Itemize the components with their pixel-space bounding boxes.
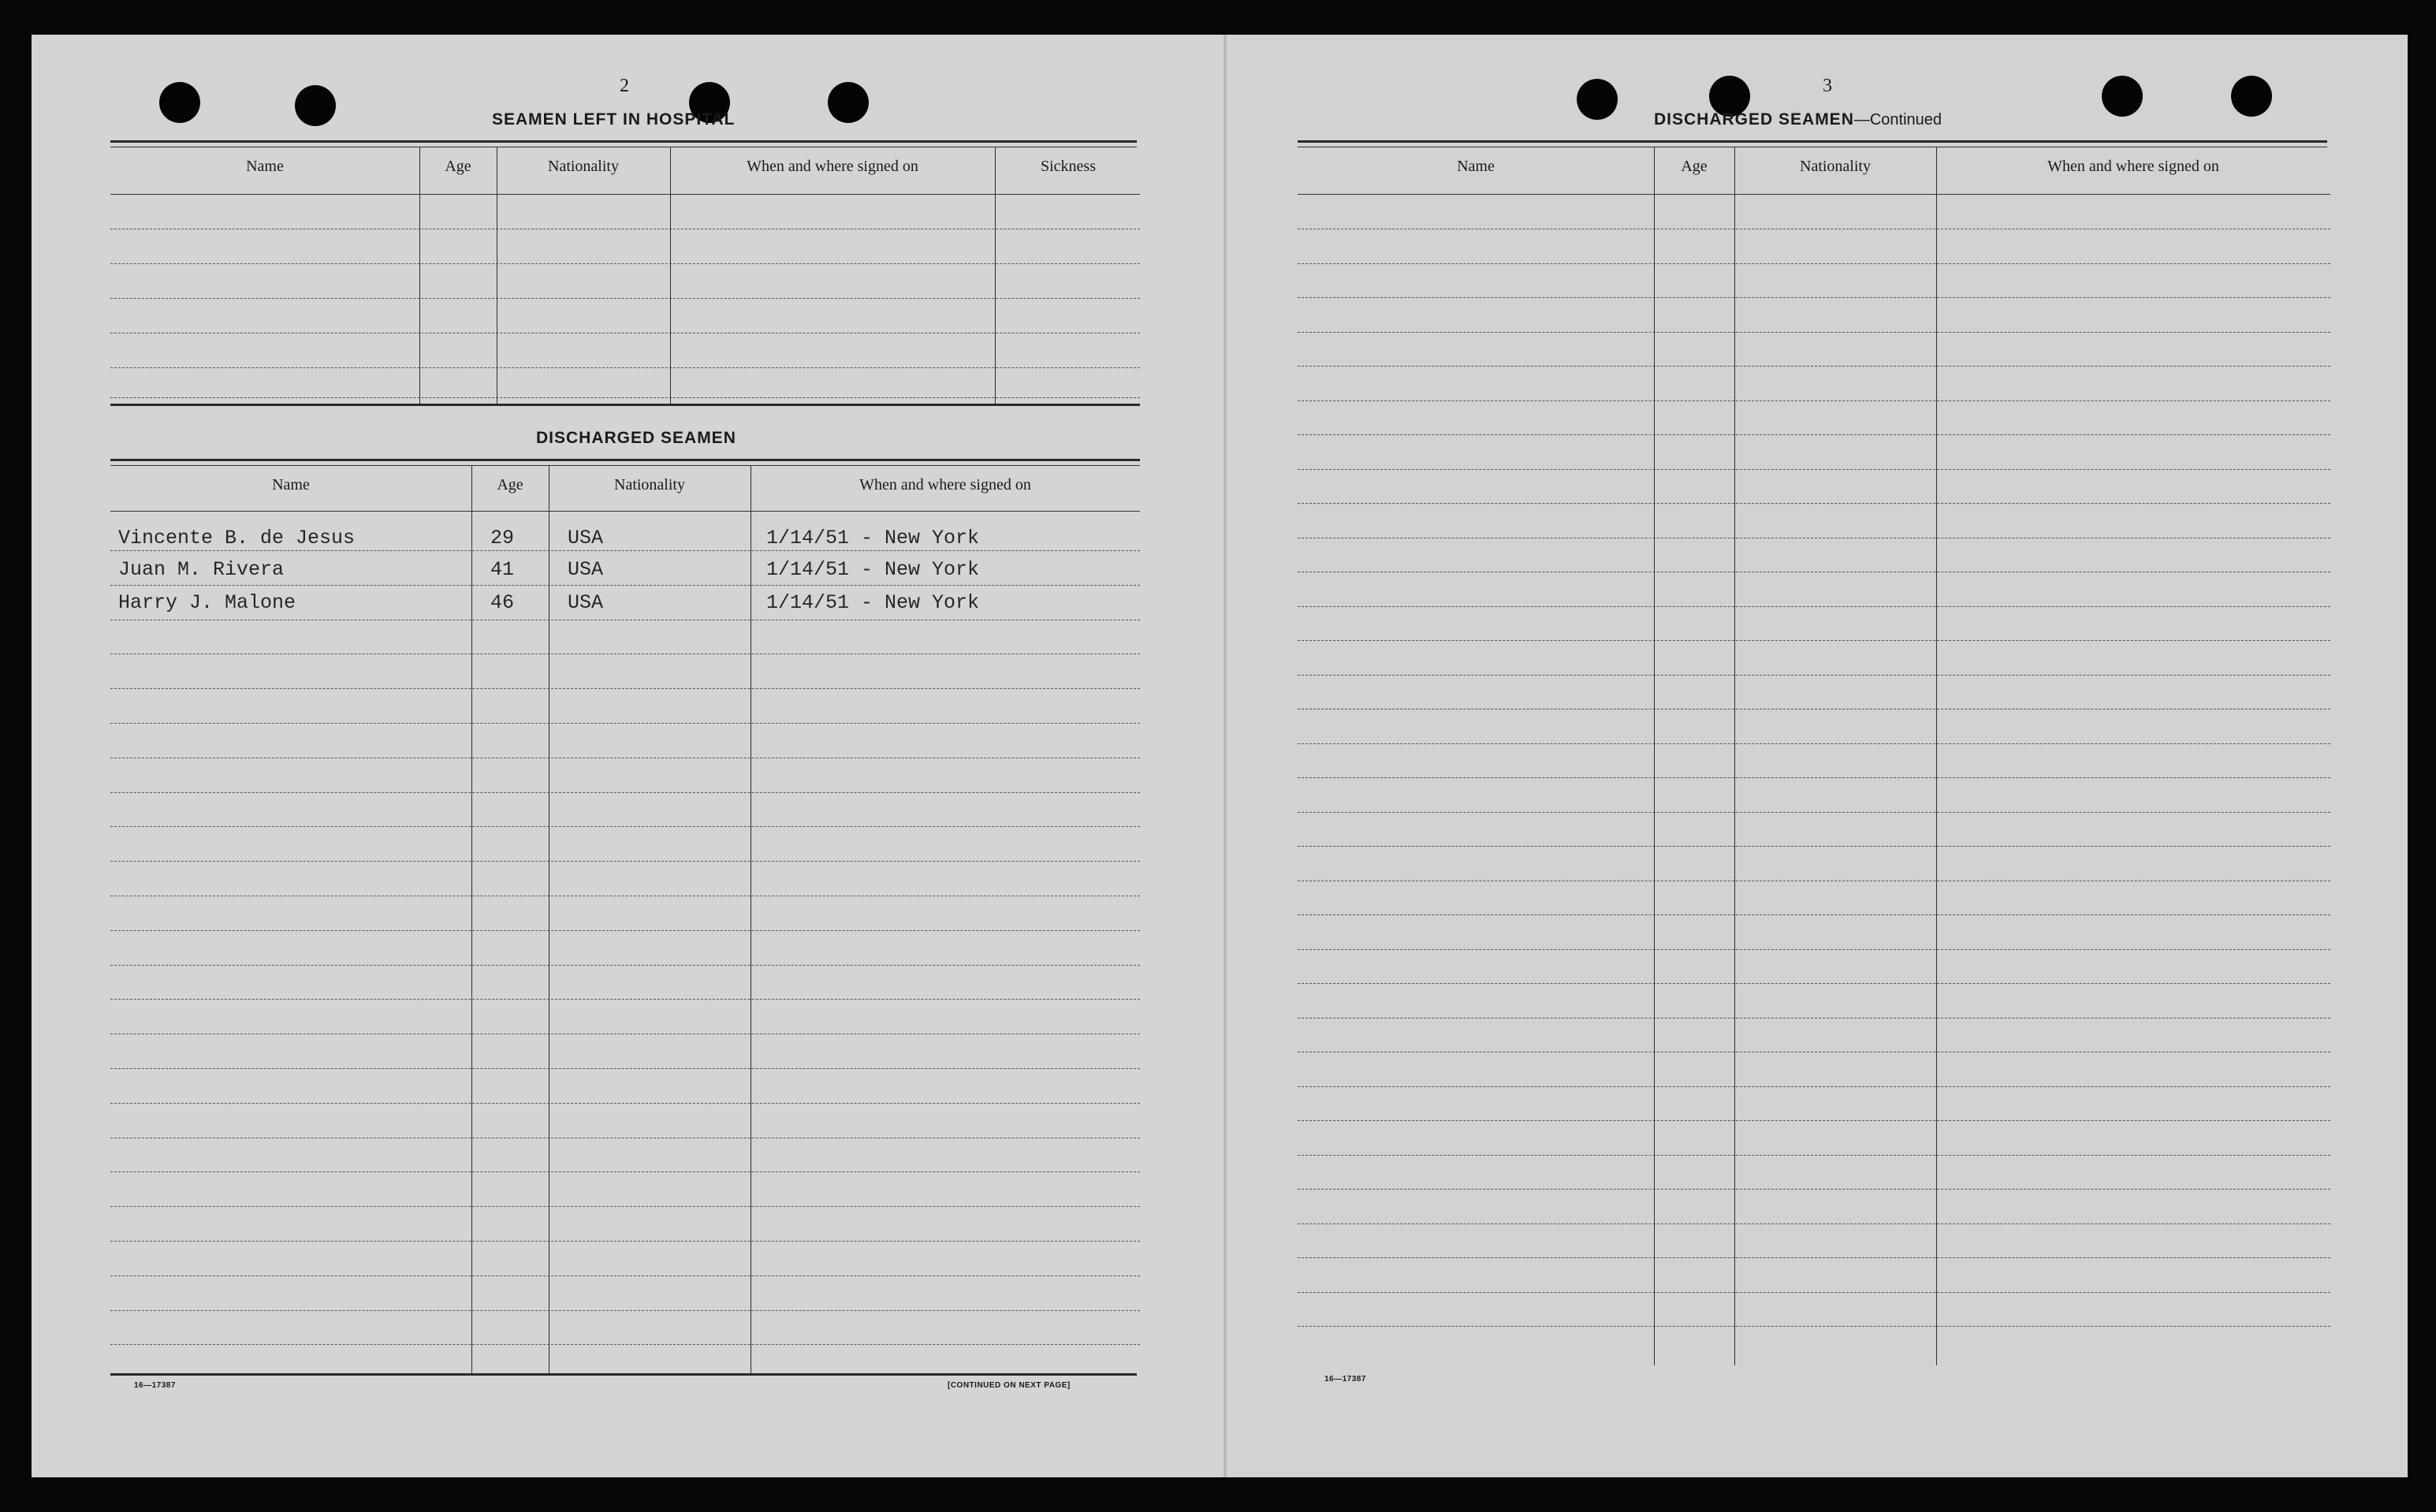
ruled-line <box>1298 297 2330 298</box>
ruled-line <box>110 723 1140 724</box>
hospital-section-title: SEAMEN LEFT IN HOSPITAL <box>492 110 736 128</box>
ruled-line <box>1298 606 2330 607</box>
ruled-line <box>110 1103 1140 1104</box>
punch-hole <box>295 85 336 126</box>
punch-hole <box>2102 76 2143 117</box>
hospital-table-bottom-rule <box>110 404 1140 406</box>
discharged-table-bottom-rule <box>110 1373 1137 1376</box>
ruled-line <box>1298 1018 2330 1019</box>
ruled-line <box>1298 640 2330 641</box>
ruled-line <box>110 1241 1140 1242</box>
discharged-section-title: DISCHARGED SEAMEN <box>536 429 736 447</box>
ruled-line <box>1298 1326 2330 1327</box>
ruled-line <box>1298 1155 2330 1156</box>
page-gutter <box>1224 35 1227 1477</box>
row-name: Harry J. Malone <box>118 591 296 614</box>
column-header: Name <box>1457 158 1495 175</box>
ruled-line <box>1298 949 2330 950</box>
ruled-line <box>110 965 1140 966</box>
ruled-line <box>110 367 1140 368</box>
page-number: 3 <box>1823 76 1832 96</box>
continued-header-rule <box>1298 194 2330 195</box>
ruled-line <box>1298 503 2330 504</box>
hospital-table-top-rule <box>110 140 1137 143</box>
page-number: 2 <box>620 76 629 96</box>
discharged-continued-title <box>1654 110 1942 129</box>
ruled-line <box>110 550 1140 551</box>
ruled-line <box>1298 846 2330 847</box>
row-nationality: USA <box>568 558 604 581</box>
ruled-line <box>1298 914 2330 915</box>
column-header: Nationality <box>1800 158 1871 175</box>
ruled-line <box>110 826 1140 827</box>
column-header: Name <box>272 476 310 493</box>
ruled-line <box>110 930 1140 931</box>
column-header: When and where signed on <box>2047 158 2219 175</box>
row-age: 46 <box>490 591 515 614</box>
title-text: DISCHARGED SEAMEN <box>1654 110 1854 128</box>
ruled-line <box>1298 1189 2330 1190</box>
ruled-line <box>1298 675 2330 676</box>
form-number: 16—17387 <box>134 1381 176 1390</box>
column-header: Age <box>1681 158 1708 175</box>
ruled-line <box>1298 777 2330 778</box>
ruled-line <box>1298 400 2330 401</box>
ruled-line <box>110 397 1140 398</box>
column-header: Age <box>497 476 523 493</box>
column-header: Nationality <box>548 158 619 175</box>
column-header: Nationality <box>614 476 685 493</box>
continued-table-top-rule <box>1298 140 2327 143</box>
ruled-line <box>110 298 1140 299</box>
discharged-table-top-rule <box>110 459 1140 461</box>
row-age: 29 <box>490 527 515 549</box>
punch-hole <box>2231 76 2272 117</box>
ruled-line <box>110 1344 1140 1345</box>
ruled-line <box>110 1068 1140 1069</box>
column-header: When and where signed on <box>859 476 1031 493</box>
column-header: Name <box>246 158 284 175</box>
ruled-line <box>1298 743 2330 744</box>
punch-hole <box>828 82 869 123</box>
ruled-line <box>110 1033 1140 1034</box>
ruled-line <box>110 999 1140 1000</box>
ruled-line <box>1298 434 2330 435</box>
ruled-line <box>1298 332 2330 333</box>
ruled-line <box>1298 1257 2330 1258</box>
ruled-line <box>110 1310 1140 1311</box>
row-name: Juan M. Rivera <box>118 558 285 581</box>
continued-note: [CONTINUED ON NEXT PAGE] <box>948 1381 1071 1390</box>
ruled-line <box>110 861 1140 862</box>
row-name: Vincente B. de Jesus <box>118 527 356 549</box>
ruled-line <box>1298 469 2330 470</box>
ruled-line <box>1298 1223 2330 1224</box>
ruled-line <box>1298 812 2330 813</box>
left-page <box>32 35 1228 1477</box>
punch-hole <box>1577 79 1618 120</box>
row-nationality: USA <box>568 591 604 614</box>
row-signed-on: 1/14/51 - New York <box>766 527 980 549</box>
hospital-header-rule <box>110 194 1140 195</box>
ruled-line <box>110 792 1140 793</box>
column-header: When and where signed on <box>747 158 918 175</box>
ruled-line <box>110 1171 1140 1172</box>
form-number: 16—17387 <box>1324 1375 1366 1384</box>
ruled-line <box>1298 983 2330 984</box>
row-signed-on: 1/14/51 - New York <box>766 558 980 581</box>
punch-hole <box>159 82 200 123</box>
ruled-line <box>1298 1292 2330 1293</box>
ruled-line <box>110 1206 1140 1207</box>
ruled-line <box>110 263 1140 264</box>
row-signed-on: 1/14/51 - New York <box>766 591 980 614</box>
ruled-line <box>1298 1120 2330 1121</box>
ruled-line <box>110 585 1140 586</box>
ruled-line <box>1298 366 2330 367</box>
column-header: Sickness <box>1041 158 1096 175</box>
discharged-header-rule <box>110 511 1140 512</box>
title-suffix: —Continued <box>1853 111 1942 128</box>
ruled-line <box>1298 263 2330 264</box>
right-page <box>1225 35 2408 1477</box>
column-header: Age <box>445 158 471 175</box>
ruled-line <box>1298 1086 2330 1087</box>
row-nationality: USA <box>568 527 604 549</box>
row-age: 41 <box>490 558 515 581</box>
ruled-line <box>110 688 1140 689</box>
